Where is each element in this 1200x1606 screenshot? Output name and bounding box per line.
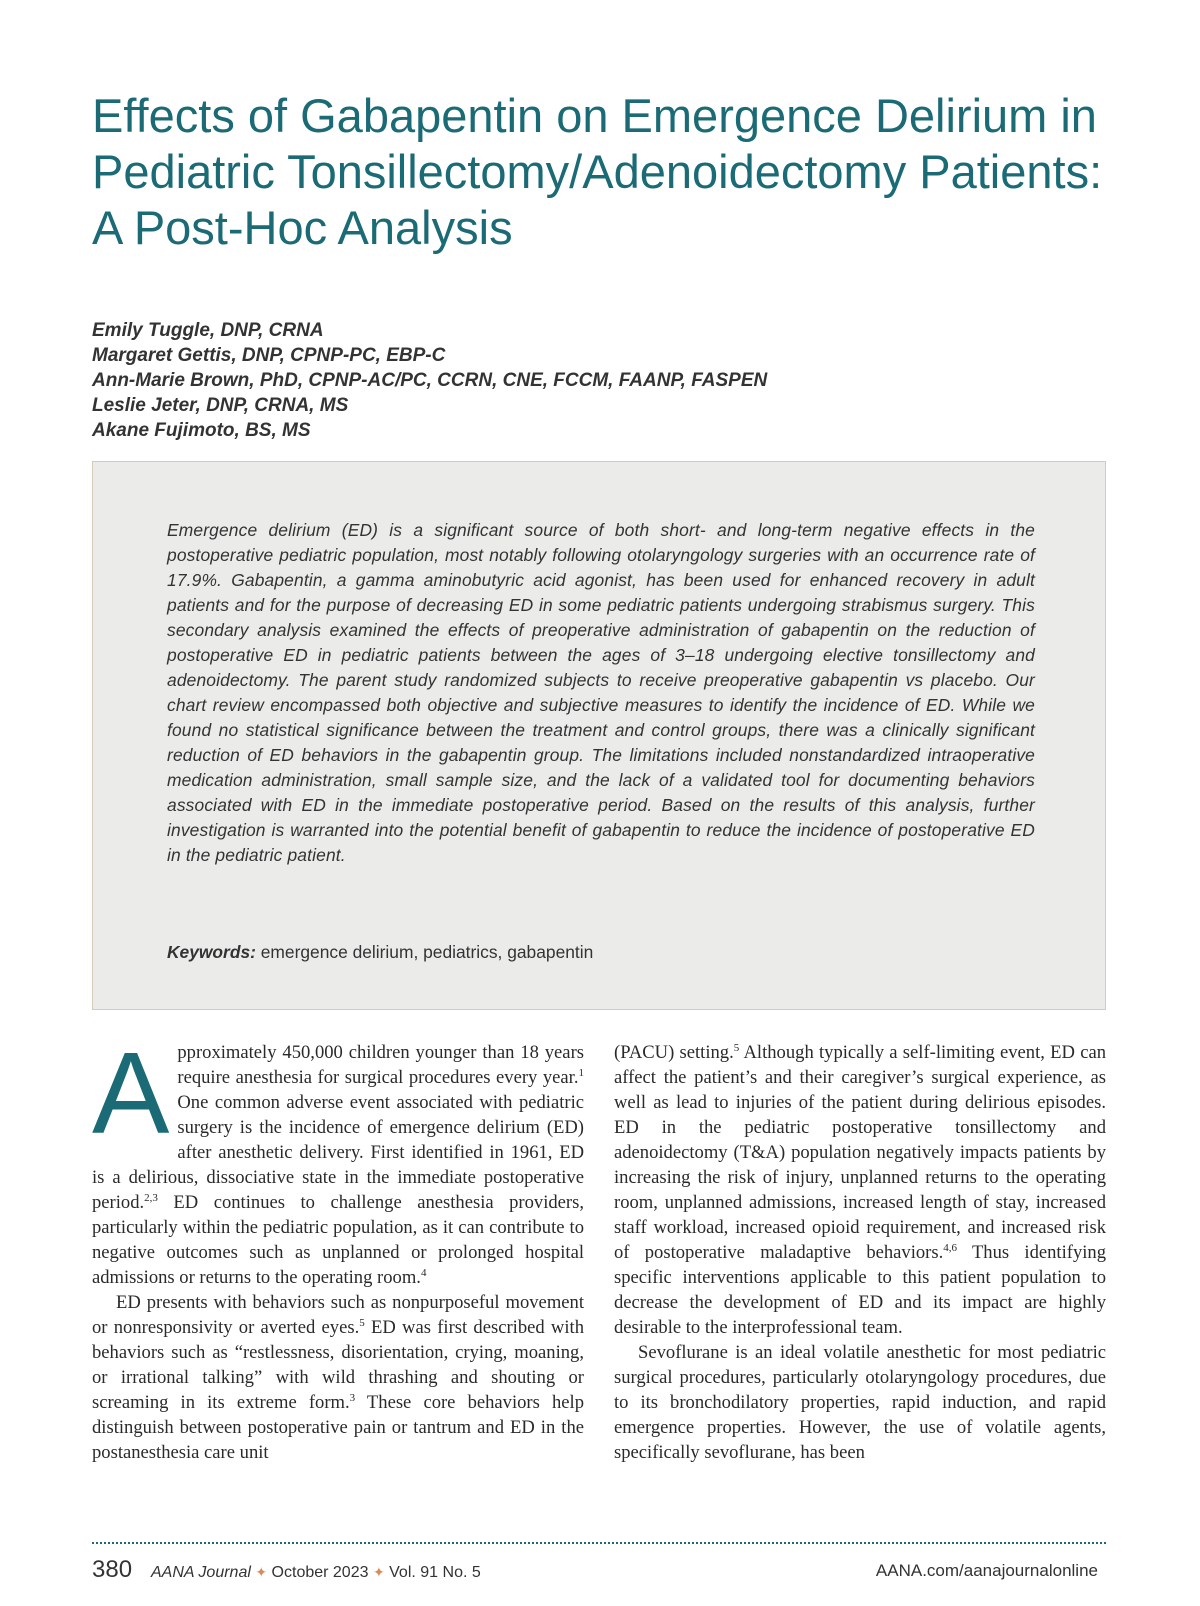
- diamond-icon: ✦: [255, 1564, 268, 1580]
- citation: 5: [733, 1041, 740, 1054]
- drop-cap: A: [92, 1028, 170, 1158]
- page-footer: [92, 1556, 1106, 1584]
- abstract-text: Emergence delirium (ED) is a significant source of both short- and long-term negative effects in the postoperative pediatric population, most notably following otolaryngology surgeries with an occurrence rate of 17.9%. Gabapentin, a gamma aminobutyric acid agonist, has been used for enhanced recovery in adult patients and for the purpose of decreasing ED in some pediatric patients undergoing strabismus surgery. This secondary analysis examined the effects of preoperative administration of gabapentin on the reduction of postoperative ED in pediatric patients between the ages of 3–18 undergoing elective tonsillectomy and adenoidectomy. The parent study randomized subjects to receive preoperative gabapentin vs placebo. Our chart review encompassed both objective and subjective measures to identify the incidence of ED. While we found no statistical significance between the treatment and control groups, there was a clinically significant reduction of ED behaviors in the gabapentin group. The limitations included nonstandardized intraoperative medication administration, small sample size, and the lack of a validated tool for documenting behaviors associated with ED in the immediate postoperative period. Based on the results of this analysis, further investigation is warranted into the potential benefit of gabapentin to reduce the incidence of postoperative ED in the pediatric patient.: [167, 520, 1035, 865]
- author: Margaret Gettis, DNP, CPNP-PC, EBP-C: [92, 345, 446, 366]
- body-column-right: [614, 1040, 1106, 1465]
- keywords-list: emergence delirium, pediatrics, gabapentin: [255, 942, 594, 962]
- author: Emily Tuggle, DNP, CRNA: [92, 320, 324, 341]
- keywords-label: Keywords:: [167, 942, 256, 962]
- journal-citation: [151, 1561, 481, 1584]
- body-paragraph: ED presents with behaviors such as nonpurposeful movement or nonresponsivity or averted eyes.$^5$ ED was first described with behaviors such as “restlessness, disorientation, crying, moaning, or irrational talking” with wild thrashing and shouting or screaming in its extreme form.$^3$ These core behaviors help distinguish between postoperative pain or tantrum and ED in the postanesthesia care unit: [92, 1292, 584, 1463]
- citation: 2,3: [144, 1191, 158, 1204]
- body-paragraph: (PACU) setting.$^5$ Although typically a self-limiting event, ED can affect the patient’s and their caregiver’s surgical experience, as well as lead to injuries of the patient during delirious episodes. ED in the pediatric postoperative tonsillectomy and adenoidectomy (T&A) population negatively impacts patients by increasing the risk of injury, unplanned returns to the operating room, unplanned admissions, increased length of stay, increased staff workload, increased opioid requirement, and increased risk of postoperative maladaptive behaviors.$^{4,6}$ Thus identifying specific interventions applicable to this patient population to decrease the development of ED and its impact are highly desirable to the interprofessional team.: [614, 1041, 1106, 1338]
- keywords: [167, 940, 1035, 965]
- issue-number: No. 5: [442, 1564, 481, 1581]
- footer-divider: [92, 1542, 1106, 1544]
- citation: 1: [578, 1066, 584, 1079]
- volume: Vol. 91: [389, 1564, 439, 1581]
- author: Ann-Marie Brown, PhD, CPNP-AC/PC, CCRN, CNE, FCCM, FAANP, FASPEN: [92, 370, 768, 391]
- citation: 3: [349, 1391, 356, 1404]
- citation: 5: [359, 1316, 365, 1329]
- body-paragraph: Approximately 450,000 children younger than 18 years require anesthesia for surgical procedures every year.$^1$ One common adverse event associated with pediatric surgery is the incidence of emergence delirium (ED) after anesthetic delivery. First identified in 1961, ED is a delirious, dissociative state in the immediate postoperative period.$^{2,3}$ ED continues to challenge anesthesia providers, particularly within the pediatric population, as it can contribute to negative outcomes such as unplanned or prolonged hospital admissions or returns to the operating room.$^4$: [92, 1028, 584, 1288]
- journal-url[interactable]: AANA.com/aanajournalonline: [875, 1561, 1098, 1580]
- body-column-left: [92, 1028, 584, 1465]
- abstract-box: [92, 461, 1106, 1010]
- author-list: [92, 318, 767, 443]
- article-title: Effects of Gabapentin on Emergence Delirium in Pediatric Tonsillectomy/Adenoidectomy Patients: A Post-Hoc Analysis: [92, 89, 1103, 254]
- issue-date: October 2023: [271, 1564, 369, 1581]
- body-paragraph: Sevoflurane is an ideal volatile anesthetic for most pediatric surgical procedures, particularly otolaryngology procedures, due to its bronchodilatory properties, rapid induction, and rapid emergence properties. However, the use of volatile agents, specifically sevoflurane, has been: [614, 1342, 1106, 1463]
- author: Akane Fujimoto, BS, MS: [92, 420, 311, 441]
- page-number: 380: [92, 1556, 133, 1583]
- journal-name: AANA Journal: [151, 1564, 251, 1581]
- citation: 4,6: [943, 1241, 958, 1254]
- diamond-icon: ✦: [372, 1564, 385, 1580]
- author: Leslie Jeter, DNP, CRNA, MS: [92, 395, 349, 416]
- citation: 4: [420, 1266, 427, 1279]
